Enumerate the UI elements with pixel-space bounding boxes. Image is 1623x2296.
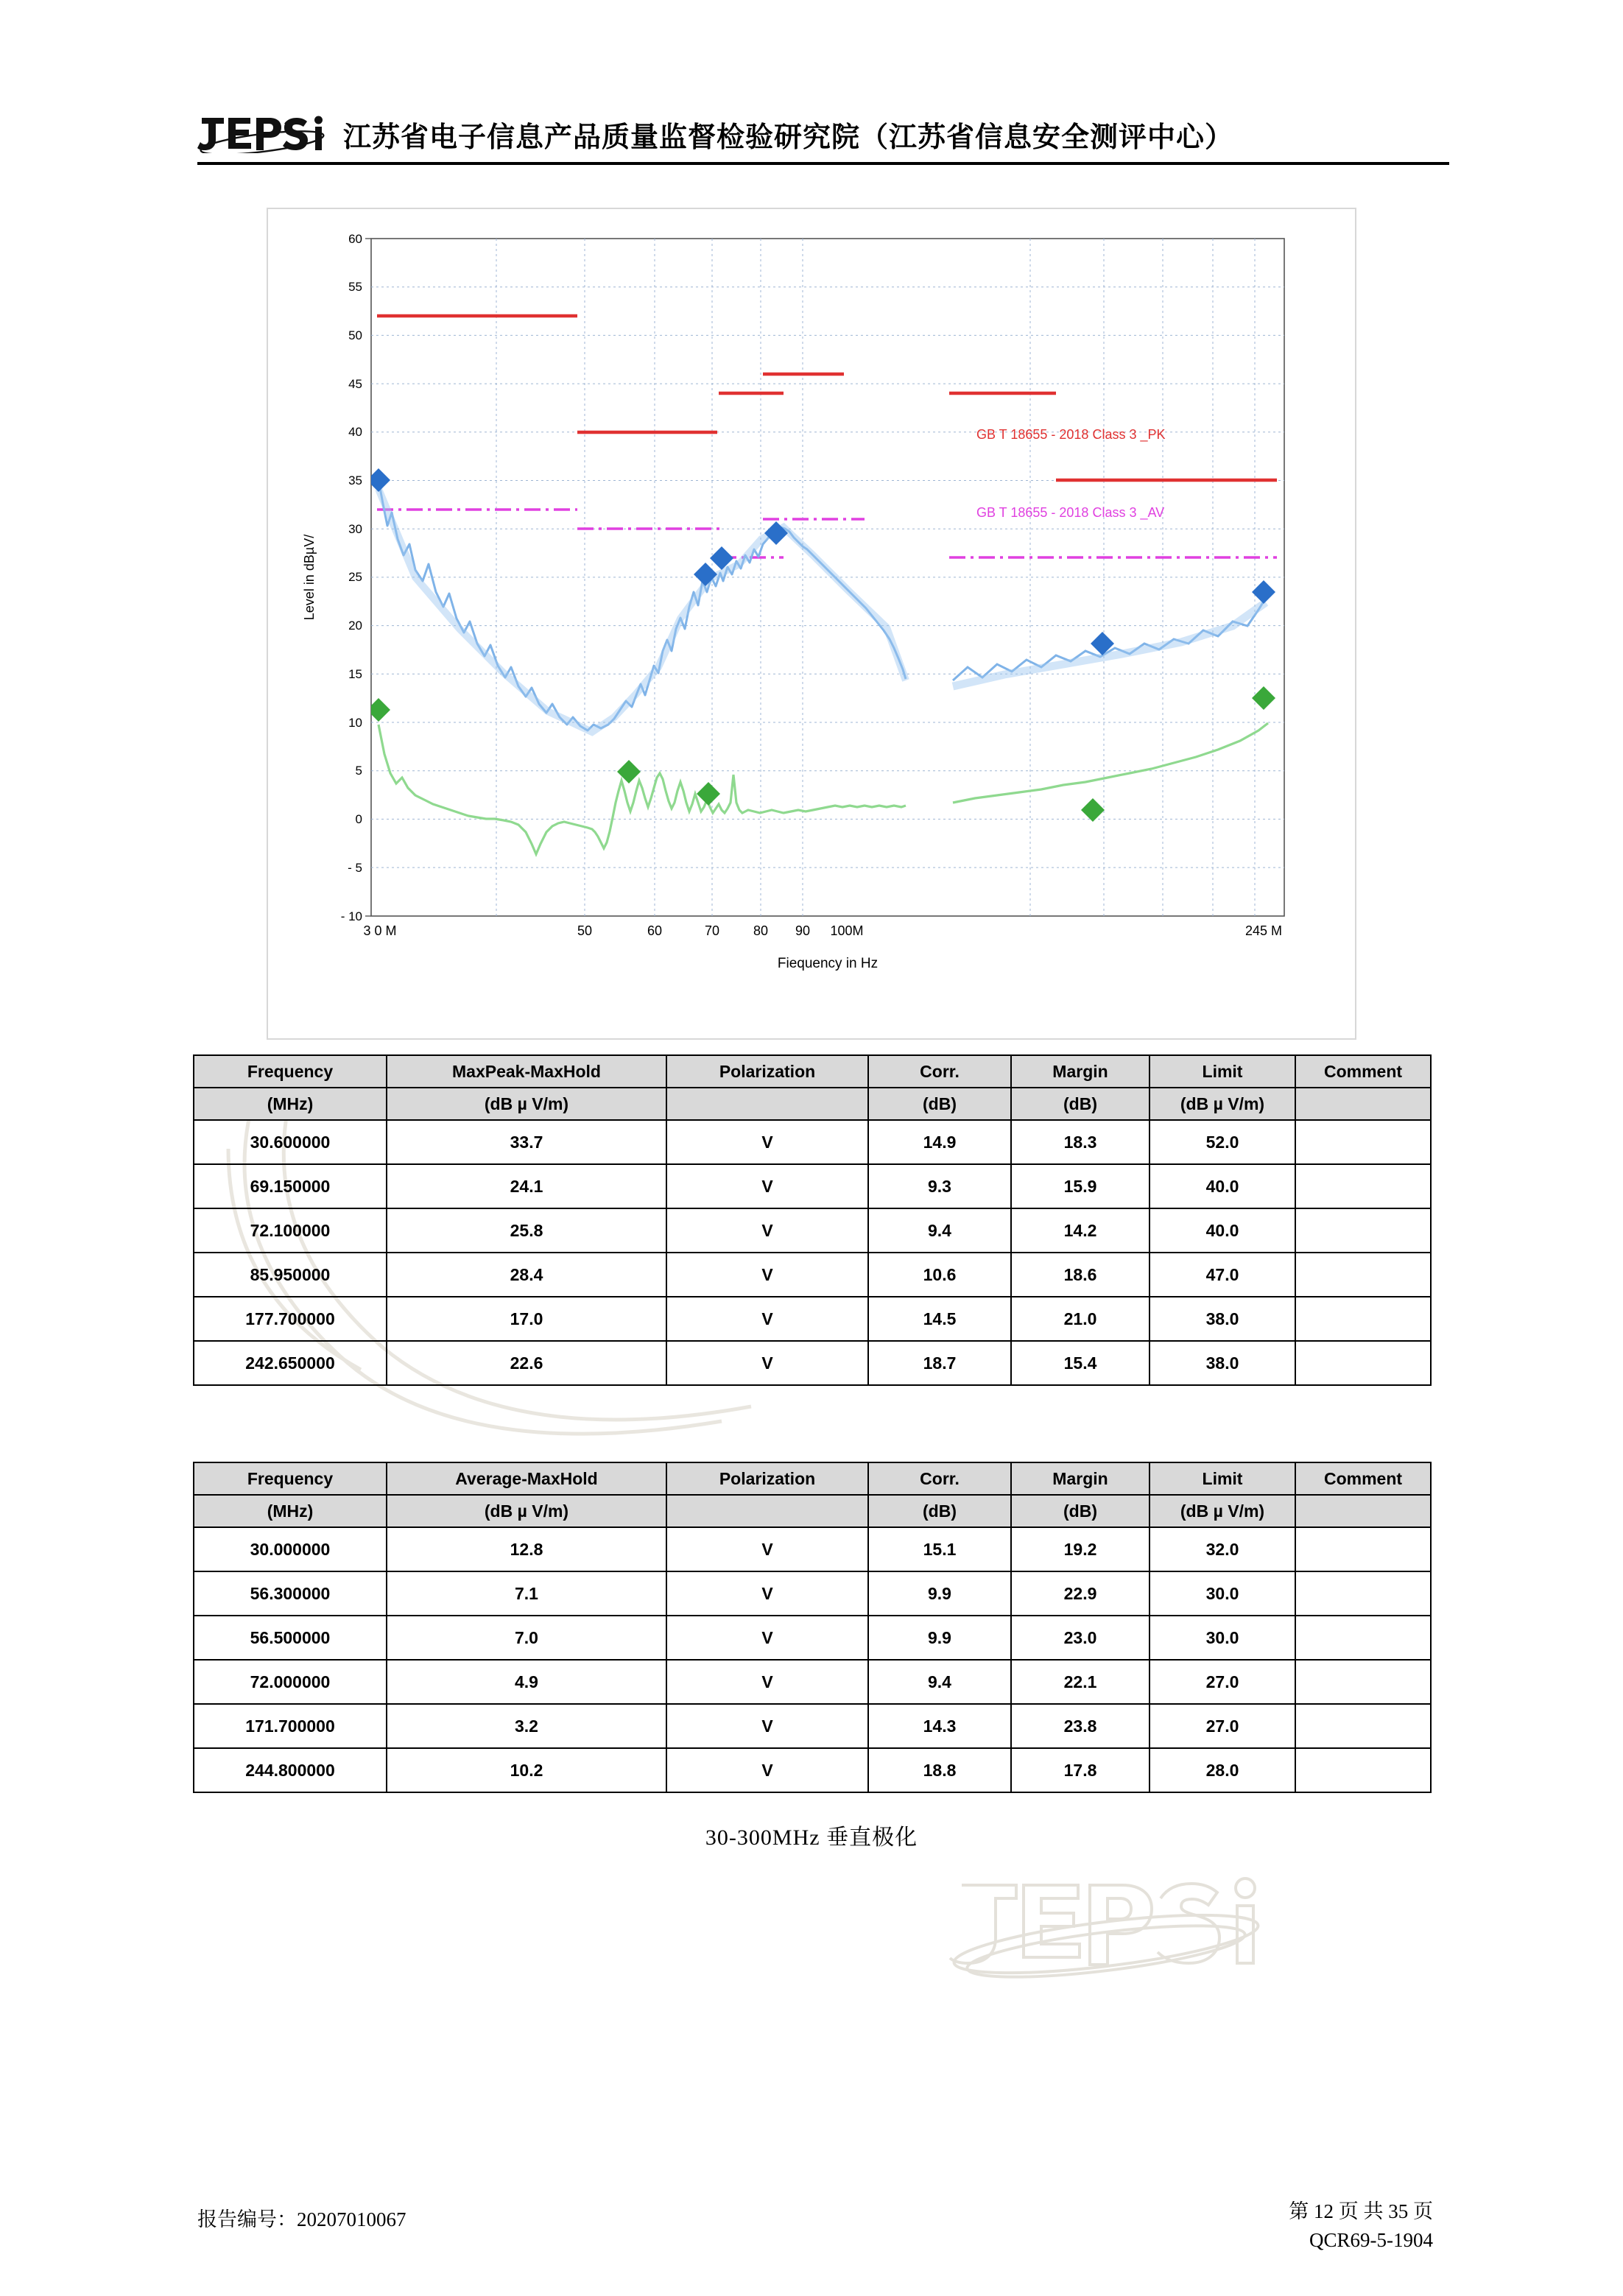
table-unit-row	[194, 1088, 1431, 1120]
cell-maxpeak: 24.1	[387, 1164, 666, 1208]
cell-average: 7.0	[387, 1616, 666, 1660]
cell-average: 7.1	[387, 1571, 666, 1616]
cell-margin: 15.4	[1011, 1341, 1150, 1385]
cell-margin: 15.9	[1011, 1164, 1150, 1208]
cell-limit: 30.0	[1150, 1571, 1295, 1616]
cell-margin: 23.0	[1011, 1616, 1150, 1660]
svg-text:55: 55	[348, 280, 362, 294]
cell-comment	[1295, 1164, 1431, 1208]
unit-average: (dB µ V/m)	[387, 1495, 666, 1527]
unit-margin: (dB)	[1011, 1088, 1150, 1120]
cell-corr: 10.6	[868, 1253, 1011, 1297]
svg-text:20: 20	[348, 619, 362, 633]
cell-polarization: V	[666, 1704, 868, 1748]
cell-maxpeak: 25.8	[387, 1208, 666, 1253]
unit-frequency: (MHz)	[194, 1495, 387, 1527]
svg-text:Level in dBµV/: Level in dBµV/	[302, 534, 317, 621]
unit-corr: (dB)	[868, 1088, 1011, 1120]
cell-limit: 47.0	[1150, 1253, 1295, 1297]
cell-comment	[1295, 1297, 1431, 1341]
cell-comment	[1295, 1253, 1431, 1297]
cell-corr: 15.1	[868, 1527, 1011, 1571]
cell-corr: 18.7	[868, 1341, 1011, 1385]
cell-limit: 28.0	[1150, 1748, 1295, 1792]
cell-polarization: V	[666, 1660, 868, 1704]
table-row	[194, 1164, 1431, 1208]
svg-text:60: 60	[647, 923, 663, 938]
svg-text:35: 35	[348, 473, 362, 487]
svg-text:245 M: 245 M	[1244, 923, 1283, 938]
unit-maxpeak: (dB µ V/m)	[387, 1088, 666, 1120]
cell-polarization: V	[666, 1208, 868, 1253]
unit-limit: (dB µ V/m)	[1150, 1495, 1295, 1527]
unit-frequency: (MHz)	[194, 1088, 387, 1120]
cell-frequency: 30.600000	[194, 1120, 387, 1164]
cell-margin: 22.9	[1011, 1571, 1150, 1616]
svg-text:30: 30	[348, 522, 362, 536]
cell-frequency: 171.700000	[194, 1704, 387, 1748]
cell-comment	[1295, 1748, 1431, 1792]
col-corr: Corr.	[868, 1462, 1011, 1495]
col-maxpeak: MaxPeak-MaxHold	[387, 1055, 666, 1088]
cell-corr: 9.3	[868, 1164, 1011, 1208]
svg-text:50: 50	[577, 923, 593, 938]
svg-text:- 10: - 10	[340, 909, 362, 923]
cell-corr: 9.4	[868, 1660, 1011, 1704]
cell-polarization: V	[666, 1253, 868, 1297]
svg-text:40: 40	[348, 425, 362, 439]
footer-page-info: 第 12 页 共 35 页	[1289, 2200, 1433, 2222]
table-row	[194, 1297, 1431, 1341]
unit-comment	[1295, 1495, 1431, 1527]
col-limit: Limit	[1150, 1055, 1295, 1088]
cell-comment	[1295, 1527, 1431, 1571]
footer-doc-code: QCR69-5-1904	[1309, 2229, 1433, 2252]
unit-comment	[1295, 1088, 1431, 1120]
cell-polarization: V	[666, 1297, 868, 1341]
cell-frequency: 56.300000	[194, 1571, 387, 1616]
svg-text:80: 80	[753, 923, 769, 938]
cell-corr: 18.8	[868, 1748, 1011, 1792]
cell-margin: 19.2	[1011, 1527, 1150, 1571]
cell-corr: 14.5	[868, 1297, 1011, 1341]
col-frequency: Frequency	[194, 1055, 387, 1088]
col-margin: Margin	[1011, 1055, 1150, 1088]
cell-comment	[1295, 1704, 1431, 1748]
cell-margin: 18.6	[1011, 1253, 1150, 1297]
cell-corr: 9.9	[868, 1616, 1011, 1660]
cell-frequency: 69.150000	[194, 1164, 387, 1208]
unit-polarization	[666, 1088, 868, 1120]
cell-corr: 14.3	[868, 1704, 1011, 1748]
table-row	[194, 1748, 1431, 1792]
col-margin: Margin	[1011, 1462, 1150, 1495]
watermark-jepsi-bottom	[943, 1863, 1281, 2003]
table-row	[194, 1120, 1431, 1164]
cell-limit: 30.0	[1150, 1616, 1295, 1660]
cell-frequency: 85.950000	[194, 1253, 387, 1297]
cell-average: 12.8	[387, 1527, 666, 1571]
cell-polarization: V	[666, 1120, 868, 1164]
table-row	[194, 1527, 1431, 1571]
svg-text:10: 10	[348, 716, 362, 730]
svg-text:50: 50	[348, 328, 362, 342]
cell-polarization: V	[666, 1527, 868, 1571]
page-header	[197, 110, 1449, 165]
table-unit-row	[194, 1495, 1431, 1527]
col-polarization: Polarization	[666, 1462, 868, 1495]
cell-comment	[1295, 1616, 1431, 1660]
maxpeak-results-table	[193, 1054, 1432, 1386]
jepsi-logo-icon	[197, 110, 327, 153]
unit-polarization	[666, 1495, 868, 1527]
cell-comment	[1295, 1208, 1431, 1253]
legend-label-pk: GB T 18655 - 2018 Class 3 _PK	[976, 427, 1166, 442]
cell-margin: 23.8	[1011, 1704, 1150, 1748]
cell-frequency: 30.000000	[194, 1527, 387, 1571]
cell-frequency: 244.800000	[194, 1748, 387, 1792]
cell-margin: 14.2	[1011, 1208, 1150, 1253]
table-row	[194, 1253, 1431, 1297]
svg-text:70: 70	[704, 923, 720, 938]
cell-maxpeak: 17.0	[387, 1297, 666, 1341]
unit-limit: (dB µ V/m)	[1150, 1088, 1295, 1120]
cell-limit: 38.0	[1150, 1297, 1295, 1341]
col-average: Average-MaxHold	[387, 1462, 666, 1495]
svg-text:3 0 M: 3 0 M	[363, 923, 397, 938]
footer-page-block	[1289, 2197, 1433, 2255]
cell-limit: 27.0	[1150, 1704, 1295, 1748]
cell-frequency: 177.700000	[194, 1297, 387, 1341]
svg-text:90: 90	[795, 923, 811, 938]
average-results-table	[193, 1462, 1432, 1793]
cell-margin: 21.0	[1011, 1297, 1150, 1341]
cell-limit: 40.0	[1150, 1164, 1295, 1208]
cell-maxpeak: 28.4	[387, 1253, 666, 1297]
svg-text:45: 45	[348, 377, 362, 391]
svg-text:100M: 100M	[830, 923, 864, 938]
chart-svg	[268, 209, 1355, 1038]
cell-average: 4.9	[387, 1660, 666, 1704]
col-polarization: Polarization	[666, 1055, 868, 1088]
cell-polarization: V	[666, 1616, 868, 1660]
cell-polarization: V	[666, 1571, 868, 1616]
svg-text:- 5: - 5	[348, 861, 362, 875]
header-title: 江苏省电子信息产品质量监督检验研究院（江苏省信息安全测评中心）	[343, 122, 1234, 153]
cell-average: 3.2	[387, 1704, 666, 1748]
cell-frequency: 242.650000	[194, 1341, 387, 1385]
svg-text:25: 25	[348, 570, 362, 584]
svg-text:60: 60	[348, 232, 362, 246]
table-row	[194, 1616, 1431, 1660]
col-limit: Limit	[1150, 1462, 1295, 1495]
cell-frequency: 72.100000	[194, 1208, 387, 1253]
svg-text:15: 15	[348, 667, 362, 681]
table-header-row	[194, 1462, 1431, 1495]
cell-margin: 18.3	[1011, 1120, 1150, 1164]
cell-limit: 40.0	[1150, 1208, 1295, 1253]
footer-report-number: 报告编号：20207010067	[197, 2208, 406, 2230]
cell-limit: 27.0	[1150, 1660, 1295, 1704]
svg-text:Fiequency in Hz: Fiequency in Hz	[777, 956, 879, 971]
cell-limit: 52.0	[1150, 1120, 1295, 1164]
cell-frequency: 72.000000	[194, 1660, 387, 1704]
cell-polarization: V	[666, 1164, 868, 1208]
cell-margin: 17.8	[1011, 1748, 1150, 1792]
cell-margin: 22.1	[1011, 1660, 1150, 1704]
col-corr: Corr.	[868, 1055, 1011, 1088]
svg-text:0: 0	[355, 812, 362, 826]
table-row	[194, 1208, 1431, 1253]
table-header-row	[194, 1055, 1431, 1088]
cell-average: 10.2	[387, 1748, 666, 1792]
unit-margin: (dB)	[1011, 1495, 1150, 1527]
cell-comment	[1295, 1120, 1431, 1164]
table-row	[194, 1660, 1431, 1704]
col-frequency: Frequency	[194, 1462, 387, 1495]
col-comment: Comment	[1295, 1462, 1431, 1495]
table-row	[194, 1571, 1431, 1616]
cell-maxpeak: 22.6	[387, 1341, 666, 1385]
cell-comment	[1295, 1341, 1431, 1385]
unit-corr: (dB)	[868, 1495, 1011, 1527]
cell-corr: 9.4	[868, 1208, 1011, 1253]
figure-caption: 30-300MHz 垂直极化	[705, 1825, 918, 1850]
table-row	[194, 1704, 1431, 1748]
col-comment: Comment	[1295, 1055, 1431, 1088]
cell-limit: 38.0	[1150, 1341, 1295, 1385]
legend-label-av: GB T 18655 - 2018 Class 3 _AV	[976, 505, 1165, 520]
cell-maxpeak: 33.7	[387, 1120, 666, 1164]
cell-corr: 9.9	[868, 1571, 1011, 1616]
table-row	[194, 1341, 1431, 1385]
cell-corr: 14.9	[868, 1120, 1011, 1164]
cell-frequency: 56.500000	[194, 1616, 387, 1660]
cell-limit: 32.0	[1150, 1527, 1295, 1571]
svg-text:5: 5	[355, 764, 362, 778]
cell-comment	[1295, 1571, 1431, 1616]
cell-polarization: V	[666, 1748, 868, 1792]
emission-chart	[267, 208, 1356, 1040]
cell-polarization: V	[666, 1341, 868, 1385]
cell-comment	[1295, 1660, 1431, 1704]
